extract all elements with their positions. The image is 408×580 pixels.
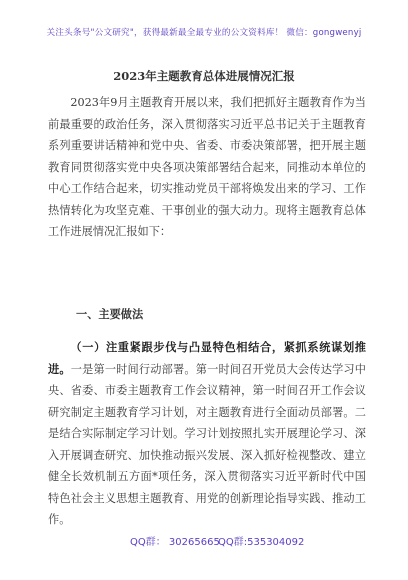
subsection-lead: （一）注重紧跟步伐与凸显特色相结合，紧抓系统谋划推进。: [48, 340, 366, 376]
footer-qq-group-right: QQ群:535304092: [218, 537, 305, 548]
header-promo-note: 关注头条号"公文研究"，获得最新最全最专业的公文资料库！ 微信：gongwenyj: [46, 28, 362, 38]
subsection-paragraph: [48, 337, 366, 531]
subsection-body: 一是第一时间行动部署。第一时间召开党员大会传达学习中央、省委、市委主题教育工作会议精神，第一时间召开工作会议研究制定主题教育学习计划，对主题教育进行全面动员部署。二是结合实际制定学习计划。学习计划按照扎实开展理论学习、深入开展调查研究、加快推动振兴发展、深入抓好检视整改、建立健全长效机制五方面*项任务，深入贯彻落实习近平新时代中国特色社会主义思想主题教育、用党的创新理论指导实践、推动工作。: [48, 362, 366, 526]
document-title: 2023年主题教育总体进展情况汇报: [113, 69, 295, 83]
intro-paragraph: 2023年9月主题教育开展以来，我们把抓好主题教育作为当前最重要的政治任务，深入贯彻落实习近平总书记关于主题教育系列重要讲话精神和党中央、省委、市委决策部署，把开展主题教育同贯彻落实党中央各项决策部署结合起来，同推动本单位的中心工作结合起来，切实推动党员干部将焕发出来的学习、工作热情转化为攻坚克难、干事创业的强大动力。现将主题教育总体工作进展情况汇报如下：: [48, 96, 366, 238]
section-heading: 一、主要做法: [76, 307, 144, 321]
footer-qq-group-left: QQ群： 30265665: [130, 537, 220, 548]
